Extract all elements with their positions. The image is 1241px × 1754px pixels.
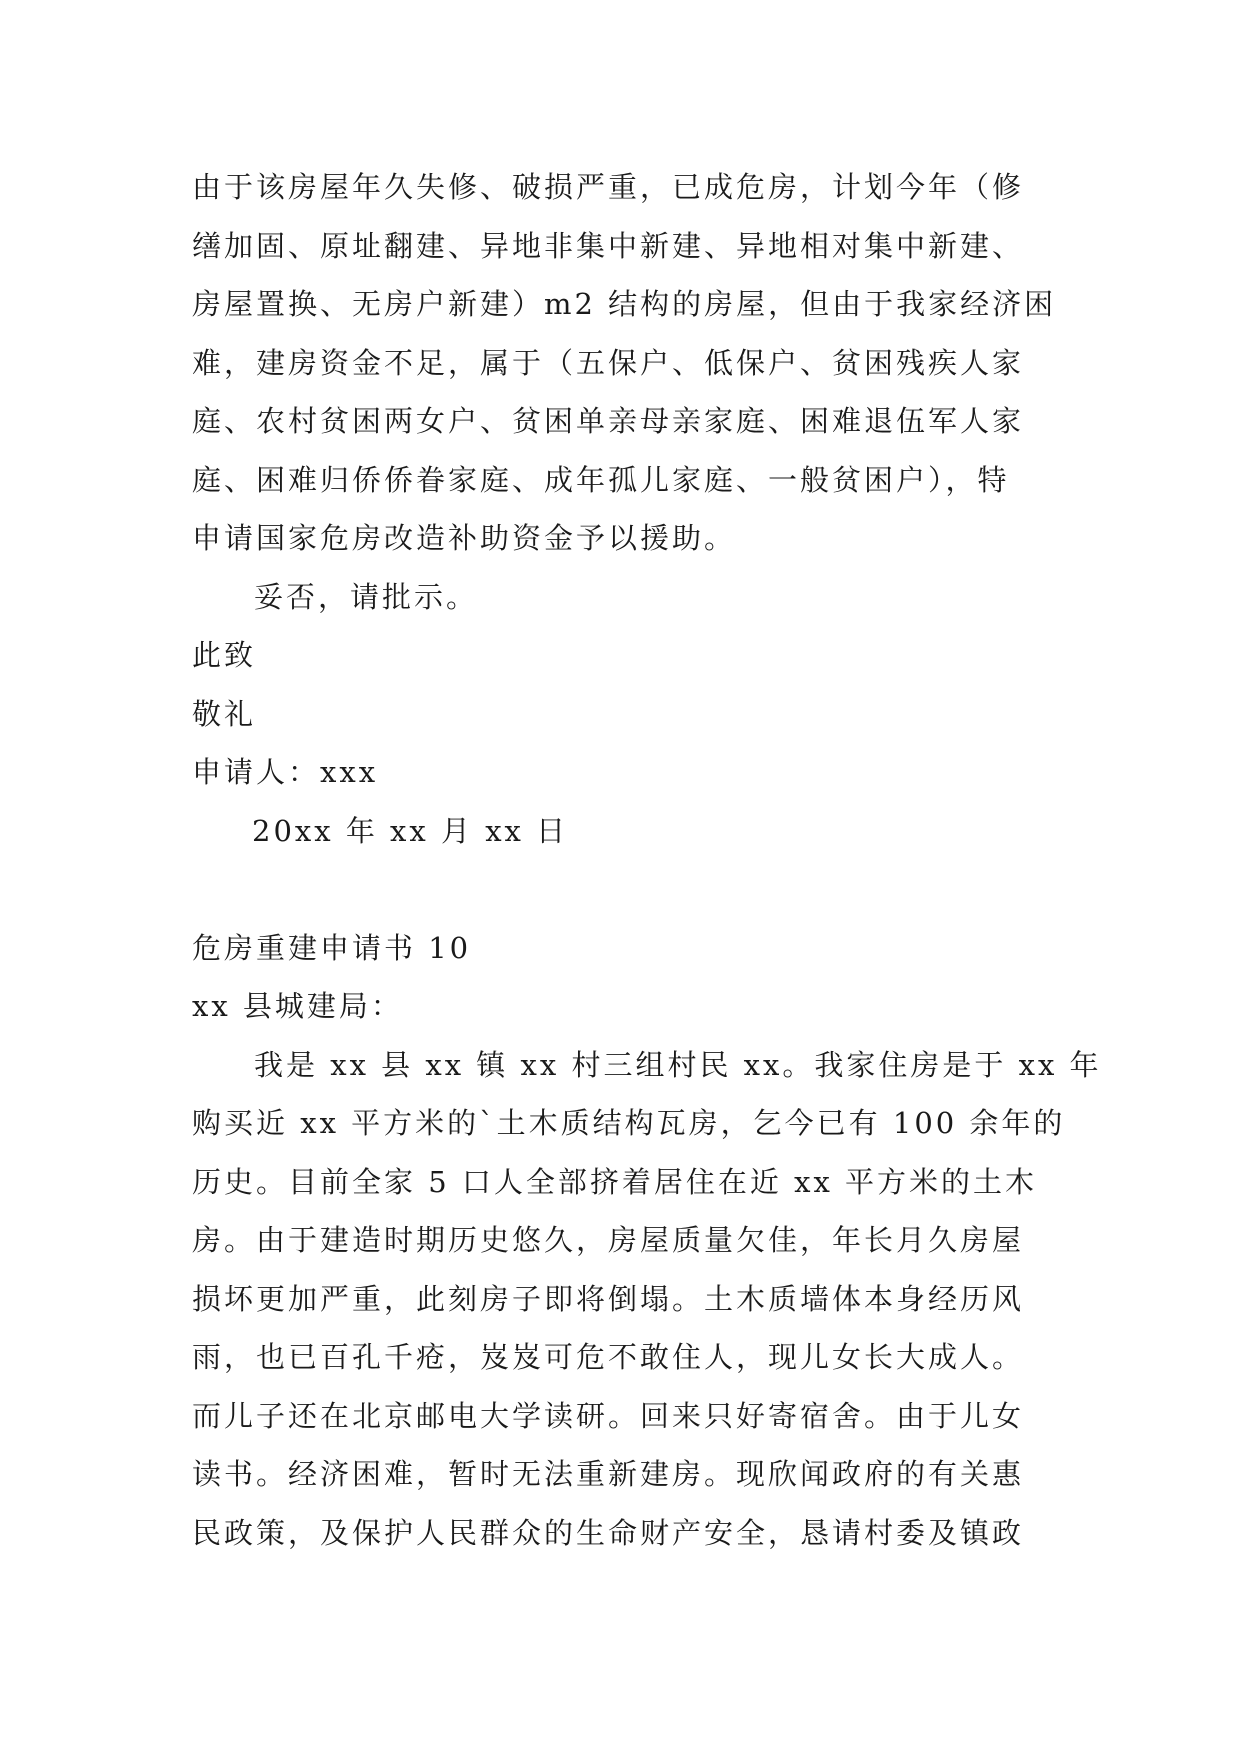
paragraph-line: 申请国家危房改造补助资金予以援助。 — [192, 521, 737, 555]
section-one — [192, 158, 1072, 860]
request-line: 妥否，请批示。 — [254, 579, 479, 614]
addressee-line: xx 县城建局： — [192, 989, 403, 1023]
section-title: 危房重建申请书 10 — [192, 930, 472, 965]
applicant-line: 申请人：xxx — [192, 755, 379, 789]
section-spacer — [192, 860, 1072, 919]
paragraph-line: 而儿子还在北京邮电大学读研。回来只好寄宿舍。由于儿女 — [192, 1398, 1025, 1433]
document-body — [192, 158, 1102, 1562]
paragraph-line: 由于该房屋年久失修、破损严重，已成危房，计划今年（修 — [192, 170, 1025, 204]
paragraph-line: 缮加固、原址翻建、异地非集中新建、异地相对集中新建、 — [192, 228, 1025, 263]
paragraph-line: 损坏更加严重，此刻房子即将倒塌。土木质墙体本身经历风 — [192, 1281, 1025, 1316]
paragraph-line: 民政策，及保护人民群众的生命财产安全，恳请村委及镇政 — [192, 1515, 1025, 1550]
paragraph-line: 雨，也已百孔千疮，岌岌可危不敢住人，现儿女长大成人。 — [192, 1340, 1025, 1374]
paragraph-line: 购买近 xx 平方米的`土木质结构瓦房，乞今已有 100 余年的 — [192, 1106, 1066, 1140]
paragraph-line: 难，建房资金不足，属于（五保户、低保户、贫困残疾人家 — [192, 345, 1025, 380]
paragraph-line: 读书。经济困难，暂时无法重新建房。现欣闻政府的有关惠 — [192, 1457, 1025, 1491]
paragraph-line: 历史。目前全家 5 口人全部挤着居住在近 xx 平方米的土木 — [192, 1164, 1038, 1199]
salutation-line: 敬礼 — [192, 696, 257, 731]
paragraph-line: 我是 xx 县 xx 镇 xx 村三组村民 xx。我家住房是于 xx 年 — [254, 1047, 1102, 1082]
paragraph-line: 庭、农村贫困两女户、贫困单亲母亲家庭、困难退伍军人家 — [192, 404, 1025, 438]
paragraph-line: 房。由于建造时期历史悠久，房屋质量欠佳，年长月久房屋 — [192, 1223, 1025, 1257]
paragraph-line: 庭、困难归侨侨眷家庭、成年孤儿家庭、一般贫困户），特 — [192, 462, 1010, 497]
salutation-line: 此致 — [192, 638, 257, 672]
paragraph-line: 房屋置换、无房户新建）m2 结构的房屋，但由于我家经济困 — [192, 287, 1057, 321]
section-two — [192, 919, 1102, 1563]
date-line: 20xx 年 xx 月 xx 日 — [252, 813, 569, 848]
